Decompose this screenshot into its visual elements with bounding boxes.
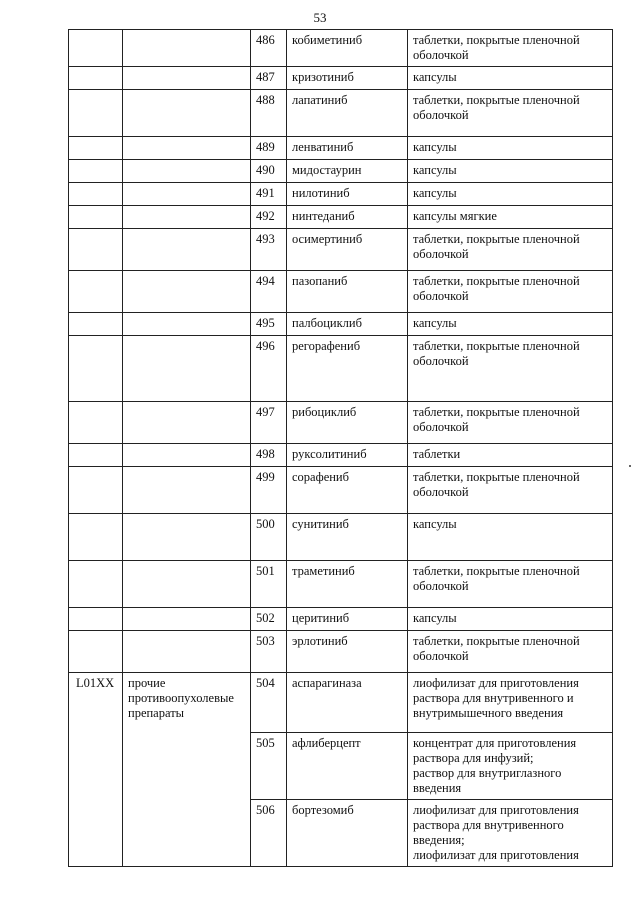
- row-number: 493: [251, 229, 287, 271]
- dosage-form: капсулы: [408, 160, 613, 183]
- atc-description-cell: [123, 402, 251, 444]
- drug-name: ленватиниб: [287, 137, 408, 160]
- drug-name: рибоциклиб: [287, 402, 408, 444]
- table-row: [69, 229, 613, 271]
- drug-name: сунитиниб: [287, 514, 408, 561]
- table-row: [69, 67, 613, 90]
- atc-code-cell: [69, 514, 123, 561]
- drug-name: церитиниб: [287, 608, 408, 631]
- row-number: 492: [251, 206, 287, 229]
- atc-description-cell: [123, 30, 251, 67]
- atc-code-cell: [69, 67, 123, 90]
- dosage-form-line: концентрат для приготовления раствора для инфузий;: [413, 736, 577, 765]
- row-number: 487: [251, 67, 287, 90]
- table-row: [69, 183, 613, 206]
- atc-description-cell: [123, 229, 251, 271]
- atc-code-cell: [69, 336, 123, 402]
- atc-code-cell: [69, 444, 123, 467]
- dosage-form: [408, 733, 613, 800]
- table-row: [69, 514, 613, 561]
- atc-description: прочие противоопухолевые препараты: [123, 673, 251, 867]
- atc-description-cell: [123, 608, 251, 631]
- table-row: [69, 271, 613, 313]
- page-number: 53: [313, 10, 327, 25]
- dosage-form: таблетки, покрытые пленочной оболочкой: [408, 229, 613, 271]
- dosage-form: капсулы: [408, 514, 613, 561]
- dosage-form: таблетки, покрытые пленочной оболочкой: [408, 90, 613, 137]
- row-number: 499: [251, 467, 287, 514]
- atc-description-cell: [123, 271, 251, 313]
- atc-description-cell: [123, 206, 251, 229]
- dosage-form: капсулы: [408, 313, 613, 336]
- drug-name: сорафениб: [287, 467, 408, 514]
- row-number: 504: [251, 673, 287, 733]
- atc-description-cell: [123, 444, 251, 467]
- table-row: [69, 313, 613, 336]
- atc-description-cell: [123, 137, 251, 160]
- atc-code-cell: [69, 402, 123, 444]
- atc-code-cell: [69, 561, 123, 608]
- row-number: 502: [251, 608, 287, 631]
- table-row: [69, 137, 613, 160]
- row-number: 488: [251, 90, 287, 137]
- atc-code-cell: [69, 608, 123, 631]
- atc-code-cell: [69, 271, 123, 313]
- row-number: 501: [251, 561, 287, 608]
- dosage-form: таблетки, покрытые пленочной оболочкой: [408, 336, 613, 402]
- row-number: 498: [251, 444, 287, 467]
- table-row: [69, 336, 613, 402]
- atc-description-cell: [123, 336, 251, 402]
- atc-description-cell: [123, 467, 251, 514]
- drug-name: лапатиниб: [287, 90, 408, 137]
- atc-description-cell: [123, 631, 251, 673]
- dosage-form: таблетки, покрытые пленочной оболочкой: [408, 561, 613, 608]
- atc-description-cell: [123, 183, 251, 206]
- dosage-form: таблетки, покрытые пленочной оболочкой: [408, 271, 613, 313]
- row-number: 497: [251, 402, 287, 444]
- atc-description-cell: [123, 514, 251, 561]
- row-number: 489: [251, 137, 287, 160]
- dosage-form-line: лиофилизат для приготовления: [413, 848, 579, 862]
- row-number: 500: [251, 514, 287, 561]
- drug-name: траметиниб: [287, 561, 408, 608]
- table-row: [69, 561, 613, 608]
- row-number: 506: [251, 800, 287, 867]
- drug-name: регорафениб: [287, 336, 408, 402]
- dosage-form: таблетки, покрытые пленочной оболочкой: [408, 467, 613, 514]
- row-number: 503: [251, 631, 287, 673]
- dosage-form: лиофилизат для приготовления раствора для внутривенного и внутримышечного введения: [408, 673, 613, 733]
- drug-name: афлиберцепт: [287, 733, 408, 800]
- atc-code-cell: [69, 206, 123, 229]
- row-number: 490: [251, 160, 287, 183]
- table-row: [69, 402, 613, 444]
- row-number: 505: [251, 733, 287, 800]
- drug-name: пазопаниб: [287, 271, 408, 313]
- drug-name: руксолитиниб: [287, 444, 408, 467]
- atc-code-cell: [69, 90, 123, 137]
- drug-name: эрлотиниб: [287, 631, 408, 673]
- row-number: 495: [251, 313, 287, 336]
- row-number: 486: [251, 30, 287, 67]
- drug-name: осимертиниб: [287, 229, 408, 271]
- dosage-form: таблетки, покрытые пленочной оболочкой: [408, 402, 613, 444]
- atc-description-cell: [123, 67, 251, 90]
- drug-name: нинтеданиб: [287, 206, 408, 229]
- row-number: 494: [251, 271, 287, 313]
- atc-description-cell: [123, 90, 251, 137]
- scan-artifact: [629, 465, 631, 467]
- atc-code-cell: [69, 631, 123, 673]
- atc-description-cell: [123, 313, 251, 336]
- atc-code-cell: [69, 137, 123, 160]
- atc-code-cell: [69, 183, 123, 206]
- atc-code-cell: [69, 30, 123, 67]
- atc-code-cell: [69, 467, 123, 514]
- table-row: [69, 608, 613, 631]
- table-row: [69, 90, 613, 137]
- drug-name: кобиметиниб: [287, 30, 408, 67]
- dosage-form: капсулы: [408, 183, 613, 206]
- drug-name: кризотиниб: [287, 67, 408, 90]
- dosage-form-line: лиофилизат для приготовления раствора для внутривенного введения;: [413, 803, 579, 847]
- drug-name: палбоциклиб: [287, 313, 408, 336]
- dosage-form: таблетки, покрытые пленочной оболочкой: [408, 30, 613, 67]
- dosage-form: капсулы мягкие: [408, 206, 613, 229]
- dosage-form: [408, 800, 613, 867]
- dosage-form-line: раствор для внутриглазного введения: [413, 766, 562, 795]
- row-number: 496: [251, 336, 287, 402]
- table-row: [69, 467, 613, 514]
- atc-description-cell: [123, 160, 251, 183]
- atc-code: L01XX: [69, 673, 123, 867]
- table-row: [69, 444, 613, 467]
- dosage-form: капсулы: [408, 137, 613, 160]
- atc-description-cell: [123, 561, 251, 608]
- table-row: [69, 30, 613, 67]
- atc-code-cell: [69, 160, 123, 183]
- dosage-form: капсулы: [408, 608, 613, 631]
- dosage-form: таблетки: [408, 444, 613, 467]
- table-row: [69, 631, 613, 673]
- atc-code-cell: [69, 313, 123, 336]
- drug-name: бортезомиб: [287, 800, 408, 867]
- drug-list-table: [68, 29, 613, 867]
- table-row: [69, 673, 613, 733]
- drug-name: мидостаурин: [287, 160, 408, 183]
- drug-name: нилотиниб: [287, 183, 408, 206]
- dosage-form: таблетки, покрытые пленочной оболочкой: [408, 631, 613, 673]
- table-row: [69, 206, 613, 229]
- table-row: [69, 160, 613, 183]
- dosage-form: капсулы: [408, 67, 613, 90]
- drug-name: аспарагиназа: [287, 673, 408, 733]
- atc-code-cell: [69, 229, 123, 271]
- row-number: 491: [251, 183, 287, 206]
